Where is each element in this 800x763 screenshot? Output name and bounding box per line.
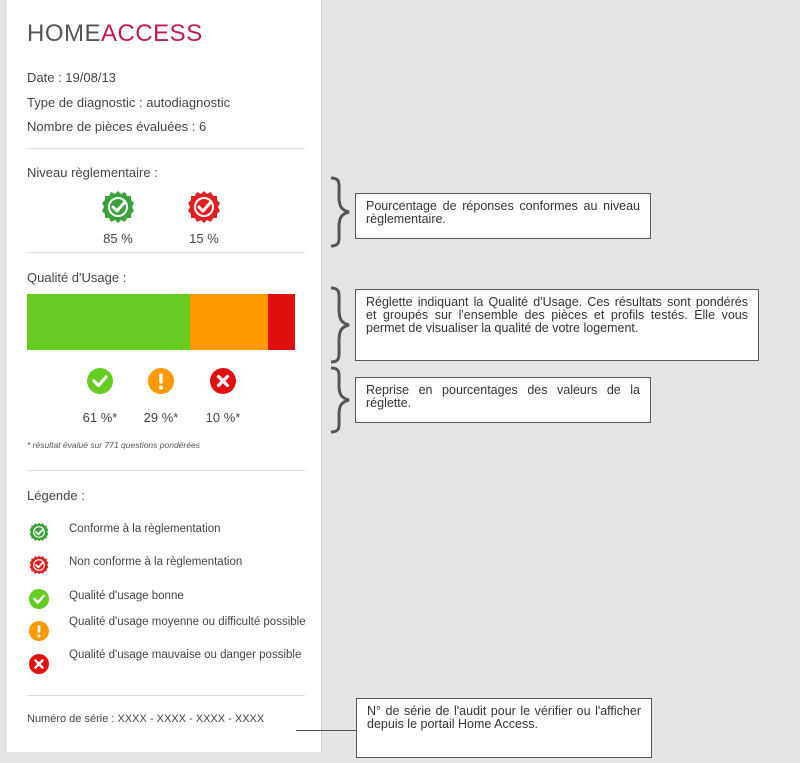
connector-line xyxy=(296,730,356,731)
divider xyxy=(27,148,305,149)
annotation-usage-bar: Réglette indiquant la Qualité d'Usage. Ces résultats sont pondérés et groupés sur l'ensemble des pièces et profils testés. Elle vous permet de visualiser la qualité de votre logement. xyxy=(355,289,759,361)
nonconform-percentage: 15 % xyxy=(189,231,219,246)
divider xyxy=(27,695,305,696)
brace-icon xyxy=(327,286,353,364)
divider xyxy=(27,252,305,253)
usage-bar-bad-segment xyxy=(268,294,295,350)
usage-quality-bar xyxy=(27,294,295,350)
annotation-usage-percentages: Reprise en pourcentages des valeurs de la réglette. xyxy=(355,377,651,423)
legend-label: Qualité d'usage mauvaise ou danger possible xyxy=(69,649,302,661)
report-panel xyxy=(6,0,322,752)
legend-title: Légende : xyxy=(27,488,85,503)
annotation-regulatory: Pourcentage de réponses conformes au niveau règlementaire. xyxy=(355,193,651,239)
brace-icon xyxy=(327,176,353,248)
conform-percentage: 85 % xyxy=(103,231,133,246)
warning-icon xyxy=(148,368,174,394)
usage-medium-percentage: 29 %* xyxy=(143,410,179,425)
cross-icon xyxy=(210,368,236,394)
usage-bad-percentage: 10 %* xyxy=(205,410,241,425)
cross-icon xyxy=(29,654,49,674)
nonconform-badge-icon xyxy=(29,555,49,575)
annotation-serial: N° de série de l'audit pour le vérifier ou l'afficher depuis le portail Home Access. xyxy=(356,698,652,758)
conform-badge-icon xyxy=(101,190,135,224)
legend-label: Conforme à la règlementation xyxy=(69,523,221,535)
logo-access: ACCESS xyxy=(101,20,203,47)
usage-footnote: * résultat évalué sur 771 questions pondérées xyxy=(27,440,200,450)
usage-title: Qualité d'Usage : xyxy=(27,270,127,285)
serial-number: Numéro de série : XXXX - XXXX - XXXX - XXXX xyxy=(27,713,265,725)
usage-bar-medium-segment xyxy=(190,294,268,350)
usage-good-percentage: 61 %* xyxy=(82,410,118,425)
legend-label: Non conforme à la règlementation xyxy=(69,556,243,568)
conform-badge-icon xyxy=(29,522,49,542)
rooms-count-label: Nombre de pièces évaluées : 6 xyxy=(27,119,207,134)
legend-label: Qualité d'usage moyenne ou difficulté possible xyxy=(69,616,306,628)
home-access-logo xyxy=(27,20,203,48)
check-icon xyxy=(87,368,113,394)
logo-home: HOME xyxy=(27,20,101,47)
legend-label: Qualité d'usage bonne xyxy=(69,590,184,602)
usage-bar-good-segment xyxy=(27,294,190,350)
brace-icon xyxy=(327,366,353,434)
regulatory-title: Niveau règlementaire : xyxy=(27,165,158,180)
divider xyxy=(27,470,305,471)
date-label: Date : 19/08/13 xyxy=(27,70,116,85)
diagnostic-type-label: Type de diagnostic : autodiagnostic xyxy=(27,95,231,110)
nonconform-badge-icon xyxy=(187,190,221,224)
check-icon xyxy=(29,589,49,609)
warning-icon xyxy=(29,621,49,641)
